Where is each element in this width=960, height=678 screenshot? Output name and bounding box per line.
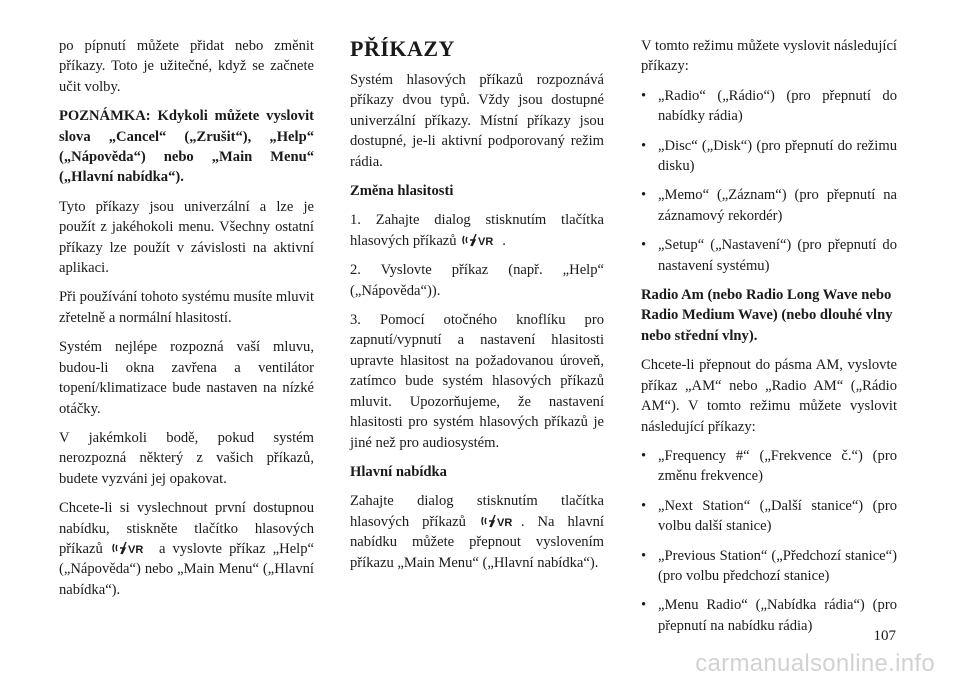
column-left [59, 36, 314, 609]
watermark: carmanualsonline.info [695, 650, 935, 677]
list-item: • „Setup“ („Nastavení“) (pro přepnutí do nastavení systému) [641, 235, 897, 276]
paragraph: Systém hlasových příkazů rozpoznává příkazy dvou typů. Vždy jsou dostupné univerzální příkazy. Místní příkazy jsou dostupné, je-li aktivní podporovaný režim rádia. [350, 72, 604, 170]
list-item: • „Previous Station“ („Předchozí stanice“) (pro volbu předchozí stanice) [641, 546, 897, 587]
column-middle [350, 36, 604, 582]
voice-recognition-icon [481, 513, 519, 529]
command-list [641, 446, 897, 636]
voice-recognition-icon [462, 232, 500, 248]
section-heading: PŘÍKAZY [350, 36, 455, 61]
list-item: • „Disc“ („Disk“) (pro přepnutí do režimu disku) [641, 136, 897, 177]
step-1 [350, 210, 604, 251]
text-segment: Chcete-li si vyslechnout první dostupnou nabídku, stiskněte tlačítko hlasových příkazů [59, 500, 314, 557]
paragraph: Chcete-li přepnout do pásma AM, vyslovte příkaz „AM“ nebo „Radio AM“ („Rádio AM“). V tomto režimu můžete vyslovit následující příkazy: [641, 357, 897, 435]
text-segment: . [502, 232, 506, 249]
text-segment: 1. Zahajte dialog stisknutím tlačítka hlasových příkazů [350, 212, 604, 249]
list-item: • „Memo“ („Záznam“) (pro přepnutí na záznamový rekordér) [641, 185, 897, 226]
text-segment: . Na hlavní nabídku můžete přepnout vyslovením příkazu „Main Menu“ („Hlavní nabídka“). [350, 513, 604, 571]
paragraph: V tomto režimu můžete vyslovit následující příkazy: [641, 38, 897, 75]
paragraph: Tyto příkazy jsou univerzální a lze je použít z jakéhokoli menu. Všechny ostatní příkazy lze použít v závislosti na aktivní aplikaci. [59, 198, 314, 277]
command-list [641, 86, 897, 276]
list-item: • „Menu Radio“ („Nabídka rádia“) (pro přepnutí na nabídku rádia) [641, 595, 897, 636]
list-item: • „Frequency #“ („Frekvence č.“) (pro změnu frekvence) [641, 446, 897, 487]
paragraph [59, 498, 314, 600]
subheading-volume: Změna hlasitosti [350, 183, 454, 200]
svg-text:VR: VR [478, 235, 494, 248]
svg-text:VR: VR [127, 543, 144, 556]
page-number: 107 [873, 628, 896, 644]
list-item: • „Next Station“ („Další stanice“) (pro volbu další stanice) [641, 496, 897, 537]
subheading-radio-am: Radio Am (nebo Radio Long Wave nebo Radio Medium Wave) (nebo dlouhé vlny nebo střední vlny). [641, 287, 893, 344]
paragraph: V jakémkoli bodě, pokud systém nerozpozná některý z vašich příkazů, budete vyzváni jej opakovat. [59, 429, 314, 487]
svg-text:VR: VR [496, 516, 513, 529]
step-3: 3. Pomocí otočného knoflíku pro zapnutí/vypnutí a nastavení hlasitosti upravte hlasitost na požadovanou úroveň, zatímco bude systém hlasových příkazů mluvit. Upozorňujeme, že nastavení hlasitosti pro systém hlasových příkazů je jiné než pro audiosystém. [350, 312, 604, 451]
text-segment: a vyslovte příkaz „Help“ („Nápověda“) nebo „Main Menu“ („Hlavní nabídka“). [59, 540, 314, 598]
text-segment: Zahajte dialog stisknutím tlačítka hlasových příkazů [350, 493, 604, 530]
column-right [641, 36, 897, 645]
paragraph: Systém nejlépe rozpozná vaší mluvu, budou-li okna zavřena a ventilátor topení/klimatizace bude nastaven na nízké otáčky. [59, 339, 314, 417]
step-2: 2. Vyslovte příkaz (např. „Help“ („Nápověda“)). [350, 262, 604, 299]
subheading-main-menu: Hlavní nabídka [350, 463, 447, 480]
paragraph [350, 491, 604, 573]
paragraph: po pípnutí můžete přidat nebo změnit příkazy. Toto je užitečné, když se začnete učit volby. [59, 38, 314, 95]
voice-recognition-icon [112, 540, 150, 556]
list-item: • „Radio“ („Rádio“) (pro přepnutí do nabídky rádia) [641, 86, 897, 127]
paragraph: Při používání tohoto systému musíte mluvit zřetelně a normální hlasitostí. [59, 289, 314, 326]
note-paragraph: POZNÁMKA: Kdykoli můžete vyslovit slova „Cancel“ („Zrušit“), „Help“ („Nápověda“) nebo „Main Menu“ („Hlavní nabídka“). [59, 108, 314, 186]
